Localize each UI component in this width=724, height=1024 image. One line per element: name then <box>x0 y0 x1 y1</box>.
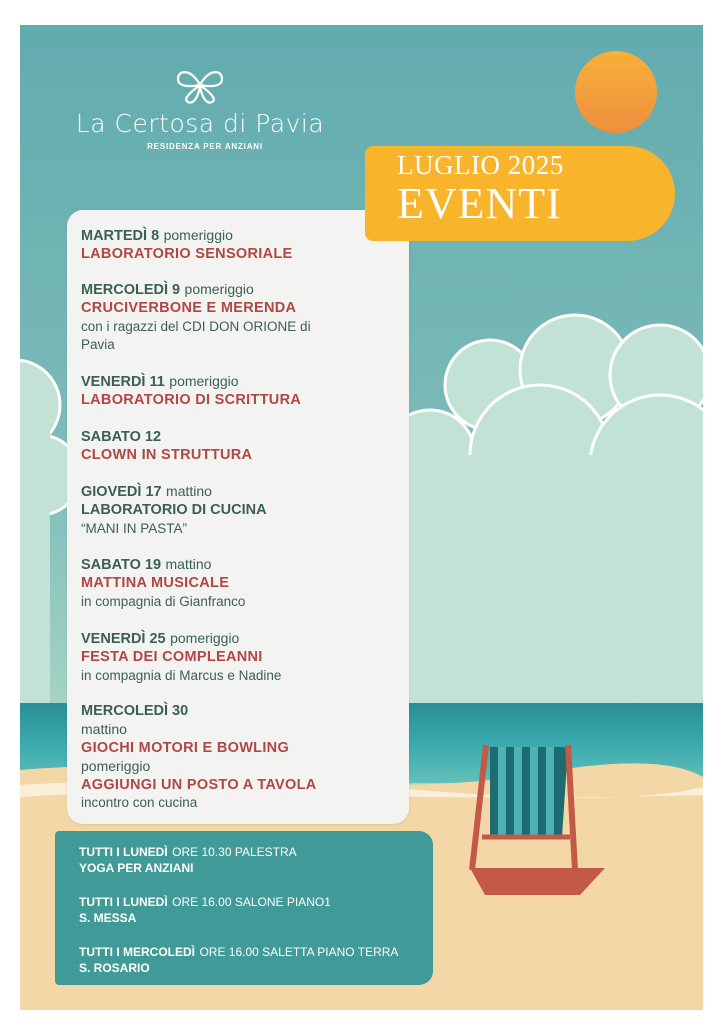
event-title: LABORATORIO DI CUCINA <box>81 502 267 519</box>
recurring-activity: S. MESSA <box>79 911 137 925</box>
event-day: SABATO 12 <box>81 429 162 445</box>
event-note: con i ragazzi del CDI DON ORIONE di <box>81 318 311 334</box>
event-note: in compagnia di Marcus e Nadine <box>81 667 282 683</box>
event-time: pomeriggio <box>169 373 239 389</box>
event-item <box>81 482 401 538</box>
event-title: MATTINA MUSICALE <box>81 575 230 592</box>
event-title: LABORATORIO DI SCRITTURA <box>81 392 302 409</box>
recurring-details: ORE 16.00 SALETTA PIANO TERRA <box>199 945 399 959</box>
recurring-day: TUTTI I LUNEDÌ <box>79 895 168 909</box>
event-item <box>81 702 401 812</box>
brand-logo <box>70 65 330 151</box>
recurring-activity: S. ROSARIO <box>79 961 150 975</box>
recurring-details: ORE 10.30 PALESTRA <box>172 845 297 859</box>
recurring-item <box>79 844 429 876</box>
recurring-day: TUTTI I LUNEDÌ <box>79 845 168 859</box>
sun-icon <box>575 51 657 133</box>
event-note: Pavia <box>81 337 115 353</box>
event-time: mattino <box>81 721 127 738</box>
event-day: SABATO 19 <box>81 557 162 573</box>
recurring-item <box>79 944 429 976</box>
month-banner <box>365 146 675 241</box>
event-time: pomeriggio <box>184 281 254 297</box>
butterfly-logo-icon <box>172 65 228 105</box>
brand-name: La Certosa di Pavia <box>75 109 325 138</box>
event-time: pomeriggio <box>170 630 240 646</box>
event-time: pomeriggio <box>163 227 233 243</box>
page-title: EVENTI <box>397 179 562 228</box>
event-title: FESTA DEI COMPLEANNI <box>81 649 263 666</box>
event-item <box>81 280 401 355</box>
event-title: GIOCHI MOTORI E BOWLING <box>81 739 290 756</box>
recurring-activity: YOGA PER ANZIANI <box>79 861 194 875</box>
event-item <box>81 226 401 264</box>
event-item <box>81 555 401 611</box>
event-time: mattino <box>166 483 212 499</box>
event-day: VENERDÌ 11 <box>81 374 165 390</box>
event-title: LABORATORIO SENSORIALE <box>81 246 293 263</box>
event-time: pomeriggio <box>81 758 151 775</box>
recurring-details: ORE 16.00 SALONE PIANO1 <box>172 895 331 909</box>
event-note: in compagnia di Gianfranco <box>81 593 246 609</box>
poster <box>20 25 703 1010</box>
event-day: GIOVEDÌ 17 <box>81 484 162 500</box>
event-day: MARTEDÌ 8 <box>81 228 160 244</box>
event-item <box>81 629 401 685</box>
event-title: CRUCIVERBONE E MERENDA <box>81 300 297 317</box>
event-day: MERCOLEDÌ 9 <box>81 282 181 298</box>
recurring-day: TUTTI I MERCOLEDÌ <box>79 945 195 959</box>
recurring-item <box>79 894 429 926</box>
event-item <box>81 372 401 410</box>
event-item <box>81 427 401 465</box>
event-title: CLOWN IN STRUTTURA <box>81 447 253 464</box>
event-day: MERCOLEDÌ 30 <box>81 703 189 719</box>
event-time: mattino <box>165 556 212 572</box>
recurring-activities-box <box>55 831 433 985</box>
events-card <box>67 210 409 824</box>
brand-subtitle: RESIDENZA PER ANZIANI <box>147 142 263 151</box>
month-label: LUGLIO 2025 <box>397 150 564 180</box>
event-note: incontro con cucina <box>81 795 198 811</box>
event-note: “MANI IN PASTA” <box>81 520 188 536</box>
event-title: AGGIUNGI UN POSTO A TAVOLA <box>81 776 317 793</box>
event-day: VENERDÌ 25 <box>81 631 166 647</box>
